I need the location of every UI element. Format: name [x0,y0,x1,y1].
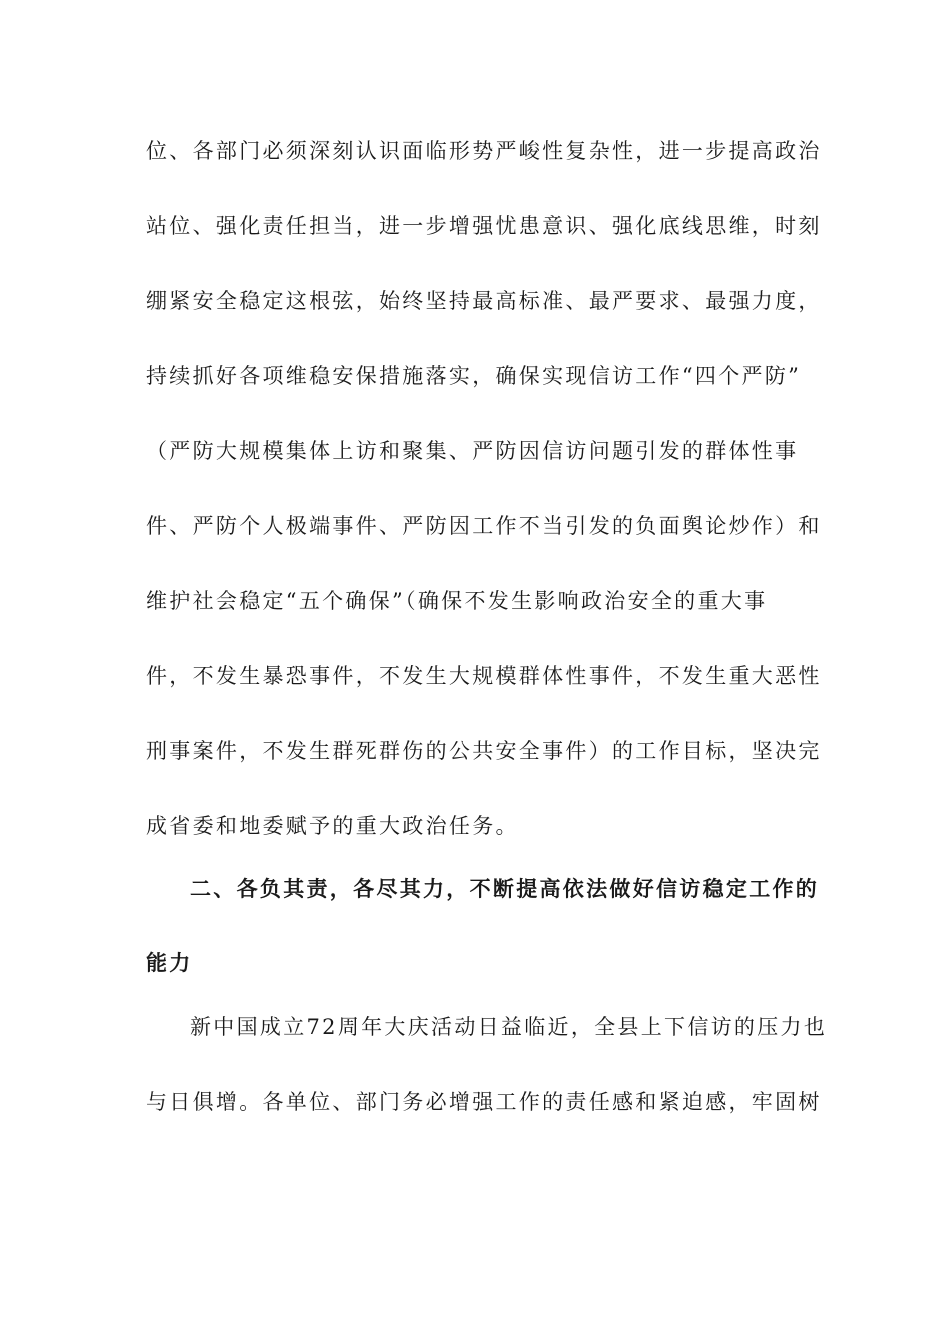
section-heading-continuation: 能力 [146,950,193,975]
section-heading: 二、各负其责，各尽其力，不断提高依法做好信访稳定工作的 [190,876,820,901]
paragraph-line: 件，不发生暴恐事件，不发生大规模群体性事件，不发生重大恶性 [146,664,822,688]
paragraph-line: （严防大规模集体上访和聚集、严防因信访问题引发的群体性事 [146,439,799,463]
paragraph-line: 位、各部门必须深刻认识面临形势严峻性复杂性，进一步提高政治 [146,139,822,163]
paragraph-line: 绷紧安全稳定这根弦，始终坚持最高标准、最严要求、最强力度， [146,289,822,313]
paragraph-line: 站位、强化责任担当，进一步增强忧患意识、强化底线思维，时刻 [146,214,822,238]
paragraph-line: 刑事案件，不发生群死群伤的公共安全事件）的工作目标，坚决完 [146,739,822,763]
paragraph-line: 新中国成立72周年大庆活动日益临近，全县上下信访的压力也 [190,1015,828,1039]
paragraph-line: 维护社会稳定“五个确保”（确保不发生影响政治安全的重大事 [146,589,768,613]
paragraph-line: 件、严防个人极端事件、严防因工作不当引发的负面舆论炒作）和 [146,514,822,538]
paragraph-line: 持续抓好各项维稳安保措施落实，确保实现信访工作“四个严防” [146,364,802,388]
paragraph-line: 与日俱增。各单位、部门务必增强工作的责任感和紧迫感，牢固树 [146,1090,822,1114]
paragraph-line: 成省委和地委赋予的重大政治任务。 [146,814,519,838]
